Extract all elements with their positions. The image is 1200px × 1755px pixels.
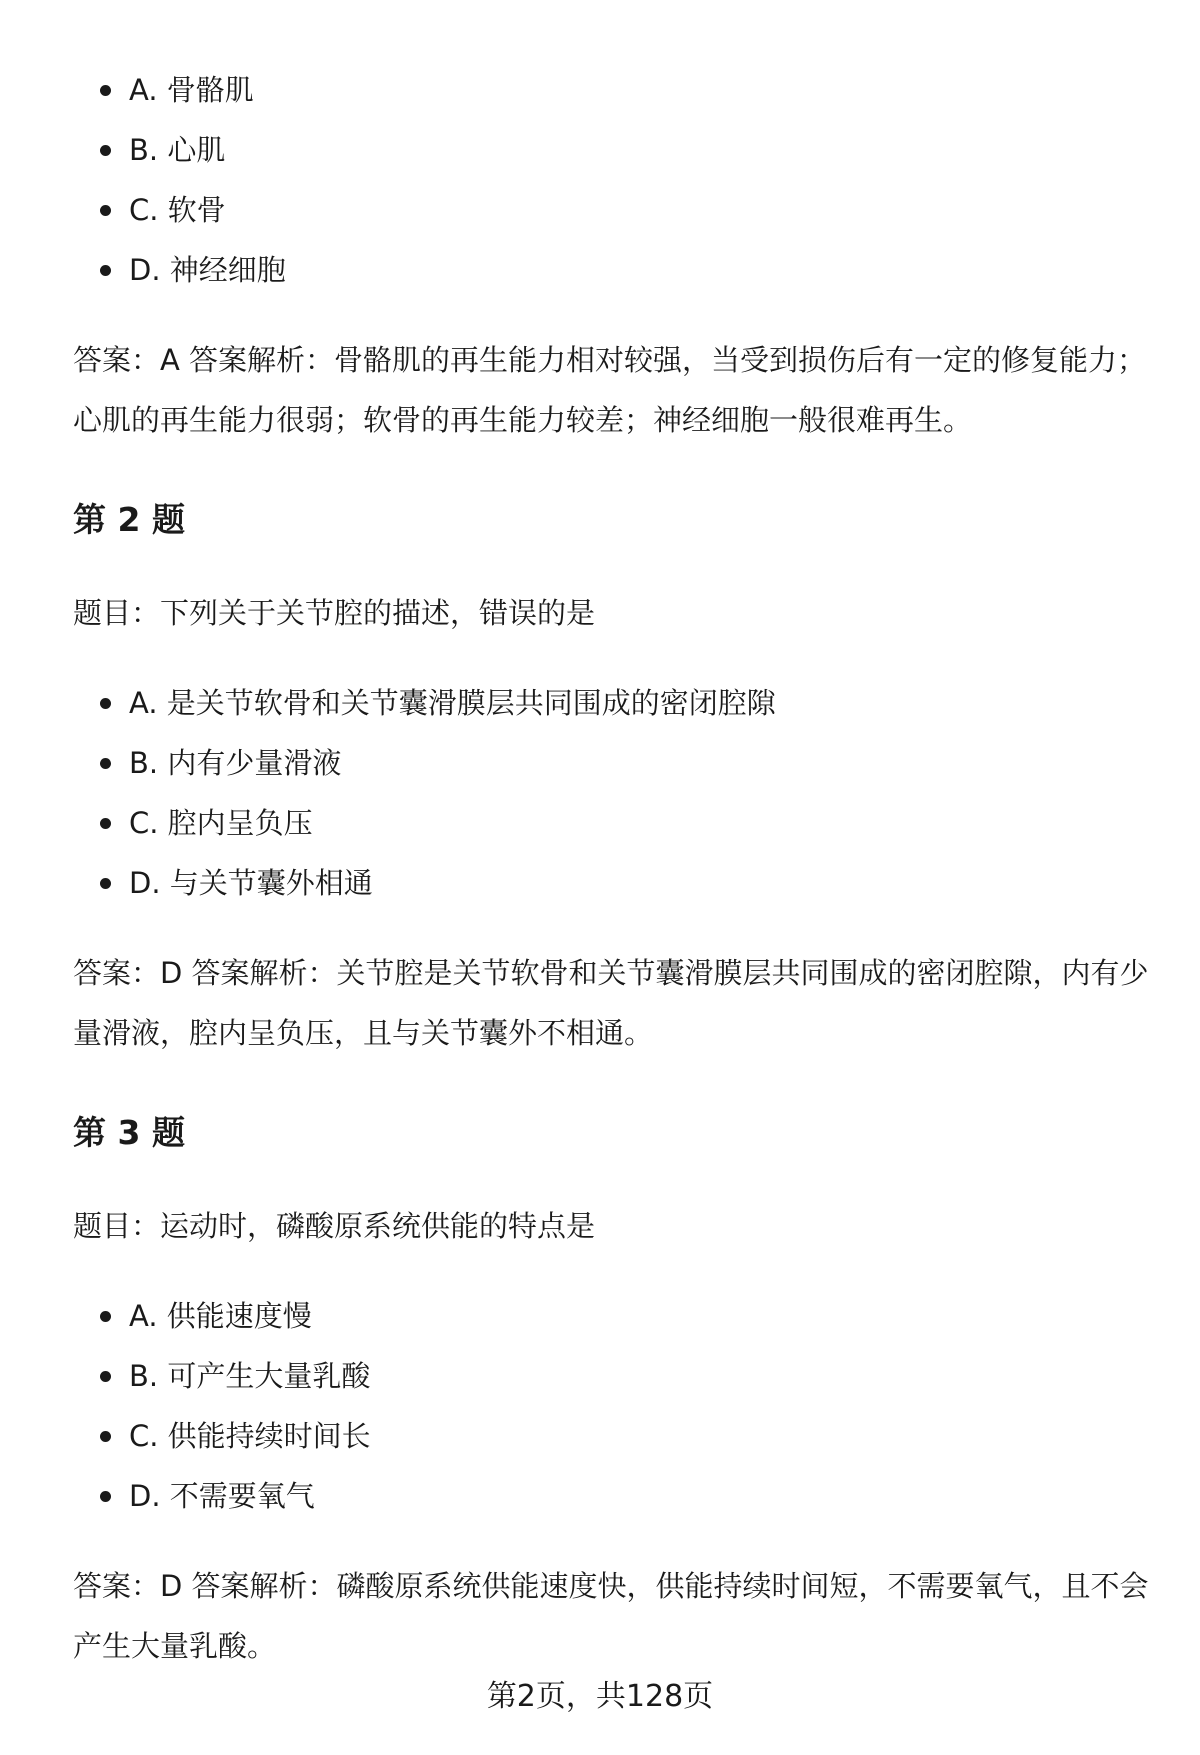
option-text: A. 骨骼肌 xyxy=(129,73,254,107)
option-text: D. 神经细胞 xyxy=(129,253,286,287)
q1-option-b xyxy=(73,120,1158,180)
page-number-footer: 第2页，共128页 xyxy=(486,1679,714,1714)
option-text: B. 可产生大量乳酸 xyxy=(129,1359,371,1393)
q3-option-a xyxy=(73,1286,1158,1346)
bullet-icon xyxy=(100,85,111,96)
q1-answer: 答案：A 答案解析：骨骼肌的再生能力相对较强，当受到损伤后有一定的修复能力；心肌的再生能力很弱；软骨的再生能力较差；神经细胞一般很难再生。 xyxy=(73,343,1147,437)
q2-option-a xyxy=(73,673,1158,733)
option-text: D. 与关节囊外相通 xyxy=(129,866,373,900)
q2-title: 第 2 题 xyxy=(73,500,185,539)
q2-option-c xyxy=(73,793,1158,853)
q3-title: 第 3 题 xyxy=(73,1113,185,1152)
bullet-icon xyxy=(100,145,111,156)
q3-option-b xyxy=(73,1346,1158,1406)
bullet-icon xyxy=(100,758,111,769)
bullet-icon xyxy=(100,1371,111,1382)
option-text: B. 内有少量滑液 xyxy=(129,746,342,780)
bullet-icon xyxy=(100,1311,111,1322)
page-content xyxy=(73,60,1158,1676)
q2-stem: 题目：下列关于关节腔的描述，错误的是 xyxy=(73,596,596,630)
option-text: C. 腔内呈负压 xyxy=(129,806,313,840)
option-text: A. 是关节软骨和关节囊滑膜层共同围成的密闭腔隙 xyxy=(129,686,776,720)
q1-options xyxy=(73,60,1158,300)
bullet-icon xyxy=(100,878,111,889)
q3-option-d xyxy=(73,1466,1158,1526)
q2-options xyxy=(73,673,1158,913)
option-text: B. 心肌 xyxy=(129,133,226,167)
bullet-icon xyxy=(100,1431,111,1442)
q2-option-b xyxy=(73,733,1158,793)
q3-stem: 题目：运动时，磷酸原系统供能的特点是 xyxy=(73,1209,596,1243)
option-text: D. 不需要氧气 xyxy=(129,1479,315,1513)
q2-option-d xyxy=(73,853,1158,913)
q1-option-a xyxy=(73,60,1158,120)
bullet-icon xyxy=(100,698,111,709)
q2-answer: 答案：D 答案解析：关节腔是关节软骨和关节囊滑膜层共同围成的密闭腔隙，内有少量滑液，腔内呈负压，且与关节囊外不相通。 xyxy=(73,956,1149,1050)
q1-option-c xyxy=(73,180,1158,240)
bullet-icon xyxy=(100,265,111,276)
q3-options xyxy=(73,1286,1158,1526)
option-text: C. 软骨 xyxy=(129,193,226,227)
bullet-icon xyxy=(100,1491,111,1502)
bullet-icon xyxy=(100,205,111,216)
option-text: C. 供能持续时间长 xyxy=(129,1419,371,1453)
q3-option-c xyxy=(73,1406,1158,1466)
q1-option-d xyxy=(73,240,1158,300)
option-text: A. 供能速度慢 xyxy=(129,1299,312,1333)
q3-answer: 答案：D 答案解析：磷酸原系统供能速度快，供能持续时间短，不需要氧气，且不会产生大量乳酸。 xyxy=(73,1569,1149,1663)
bullet-icon xyxy=(100,818,111,829)
